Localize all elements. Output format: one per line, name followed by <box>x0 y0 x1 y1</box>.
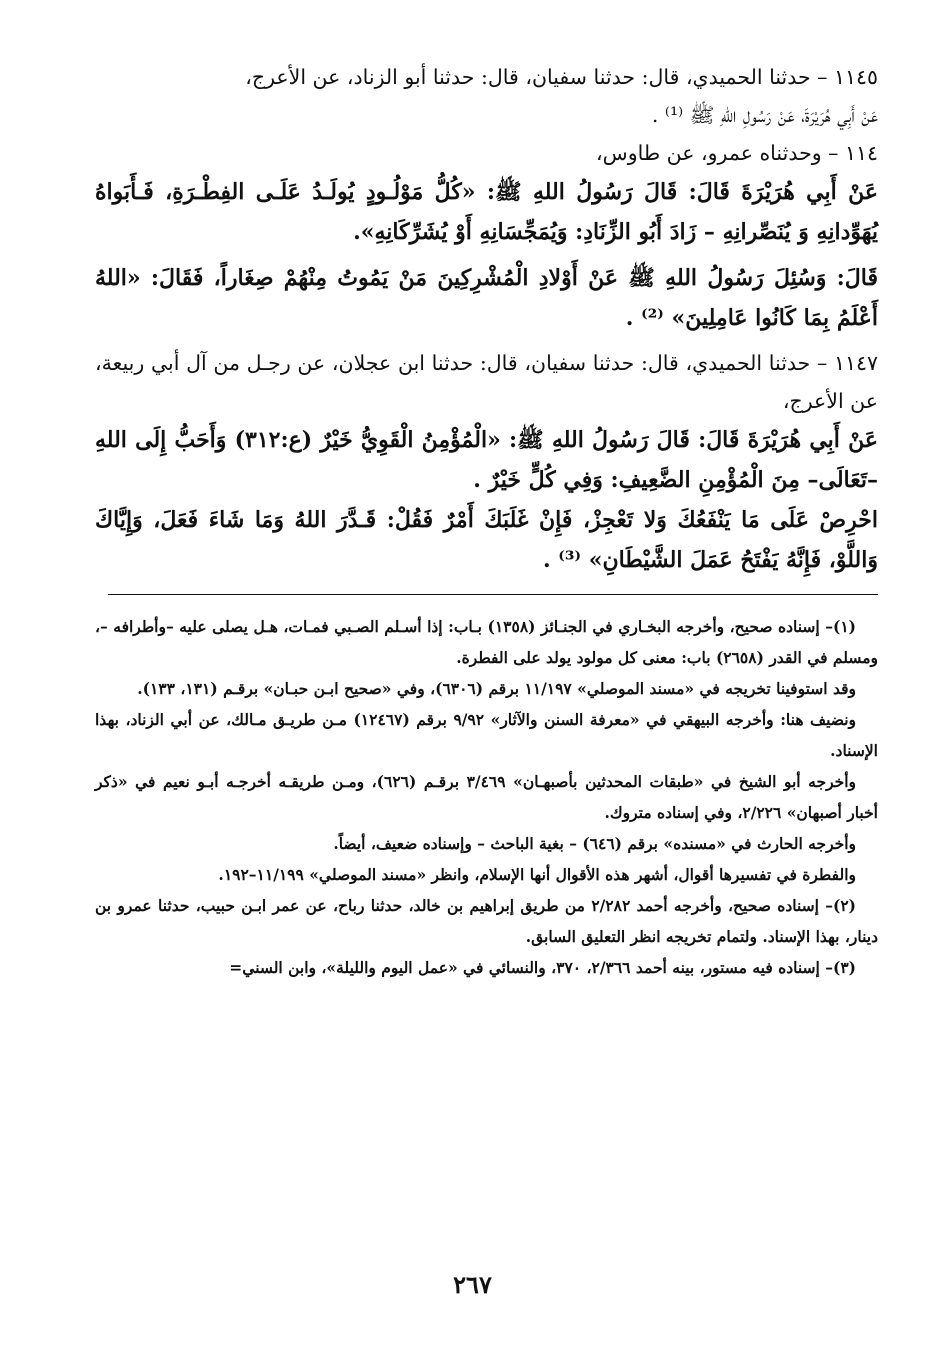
hadith-1147-matn: عَنْ أَبِي هُرَيْرَةَ قَالَ: قَالَ رَسُولُ اللهِ ﷺ: «الْمُؤْمِنُ الْقَوِيُّ خَيْرٌ (ع:٣١٢) وَأَحَبُّ إِلَى اللهِ –تَعَالَى– مِنَ الْمُؤْمِنِ الضَّعِيفِ: وَفِي كُلٍّ خَيْرٌ . <box>95 427 878 493</box>
page-body <box>95 58 878 1318</box>
hadith-1145-isnad: ١١٤٥ – حدثنا الحميدي، قال: حدثنا سفيان، قال: حدثنا أبو الزناد، عن الأعرج، <box>245 65 878 89</box>
footnote-1-fitra: والفطرة في تفسيرها أقوال، أشهر هذه الأقوال أنها الإسلام، وانظر «مسند الموصلي» ١١/١٩٩–١٩٢. <box>218 865 856 884</box>
hadith-1146-matn: عَنْ أَبِي هُرَيْرَةَ قَالَ: قَالَ رَسُولُ اللهِ ﷺ: «كُلُّ مَوْلُـودٍ يُولَـدُ عَلَـى الفِطْـرَةِ، فَـأَبَواهُ يُهَوِّدانِهِ وَ يُنَصِّرانِهِ – زَادَ أَبُو الزِّنَادِ: وَيُمَجِّسَانِهِ أَوْ يُشَرِّكَانِهِ». <box>95 179 878 245</box>
hadith-1147-isnad: ١١٤٧ – حدثنا الحميدي، قال: حدثنا سفيان، قال: حدثنا ابن عجلان، عن رجـل من آل أبي ربيعة، عن الأعرج، <box>95 351 878 413</box>
footnote-1-harith: وأخرجه الحارث في «مسنده» برقم (٦٤٦) – بغية الباحث – وإسناده ضعيف، أيضاً. <box>333 834 856 853</box>
footnote-1-main: (١)– إسناده صحيح، وأخرجه البخـاري في الجنـائز (١٣٥٨) بـاب: إذا أسـلم الصـبي فمـات، هـل يصلى عليه –وأطرافه –، ومسلم في القدر (٢٦٥٨) باب: معنى كل مولود يولد على الفطرة. <box>95 617 878 667</box>
hadith-1145-matn: عَنْ أَبِي هُرَيْرَةَ، عَنْ رَسُولِ اللهِ ﷺ ⁽¹⁾ . <box>651 103 878 127</box>
footnote-1-abushaykh: وأخرجه أبو الشيخ في «طبقات المحدثين بأصبهـان» ٣/٤٦٩ برقـم (٦٢٦)، ومـن طريقـه أخرجـه أبـو نعيم في «ذكر أخبار أصبهان» ٢/٢٢٦، وفي إسناده متروك. <box>95 772 878 822</box>
footnote-3: (٣)– إسناده فيه مستور، بينه أحمد ٢/٣٦٦، ٣٧٠، والنسائي في «عمل اليوم والليلة»، وابن السني= <box>229 958 856 977</box>
footnote-1-sources: وقد استوفينا تخريجه في «مسند الموصلي» ١١/١٩٧ برقم (٦٣٠٦)، وفي «صحيح ابـن حبـان» برقـم (١٣١، ١٣٣). <box>137 679 856 698</box>
hadith-1147-continuation: احْرِصْ عَلَى مَا يَنْفَعُكَ وَلا تَعْجِزْ، فَإِنْ غَلَبَكَ أَمْرٌ فَقُلْ: قَـدَّرَ اللهُ وَمَا شَاءَ فَعَلَ، وَإِيَّاكَ وَاللَّوْ، فَإِنَّهُ يَفْتَحُ عَمَلَ الشَّيْطَانِ» ⁽³⁾ . <box>95 507 878 573</box>
hadith-1146-isnad: ١١٤ – وحدثناه عمرو، عن طاوس، <box>596 141 878 165</box>
footnote-2: (٢)– إسناده صحيح، وأخرجه أحمد ٢/٢٨٢ من طريق إبراهيم بن خالد، حدثنا رباح، عن عمر ابـن حبيب، حدثنا عمرو بن دينار، بهذا الإسناد. ولتمام تخريجه انظر التعليق السابق. <box>95 896 878 946</box>
hadith-1146-addition: قَالَ: وَسُئِلَ رَسُولُ اللهِ ﷺ عَنْ أَوْلادِ الْمُشْرِكِينَ مَنْ يَمُوتُ مِنْهُمْ صِغَاراً، فَقَالَ: «اللهُ أَعْلَمُ بِمَا كَانُوا عَامِلِينَ» ⁽²⁾ . <box>95 265 878 331</box>
page-number: ٢٦٧ <box>453 1270 492 1299</box>
footnote-divider <box>108 594 878 595</box>
footnote-1-bayhaqi: ونضيف هنا: وأخرجه البيهقي في «معرفة السنن والآثار» ٩/٩٢ برقم (١٢٤٦٧) مـن طريـق مـالك، عن أبي الزناد، بهذا الإسناد. <box>95 710 878 760</box>
